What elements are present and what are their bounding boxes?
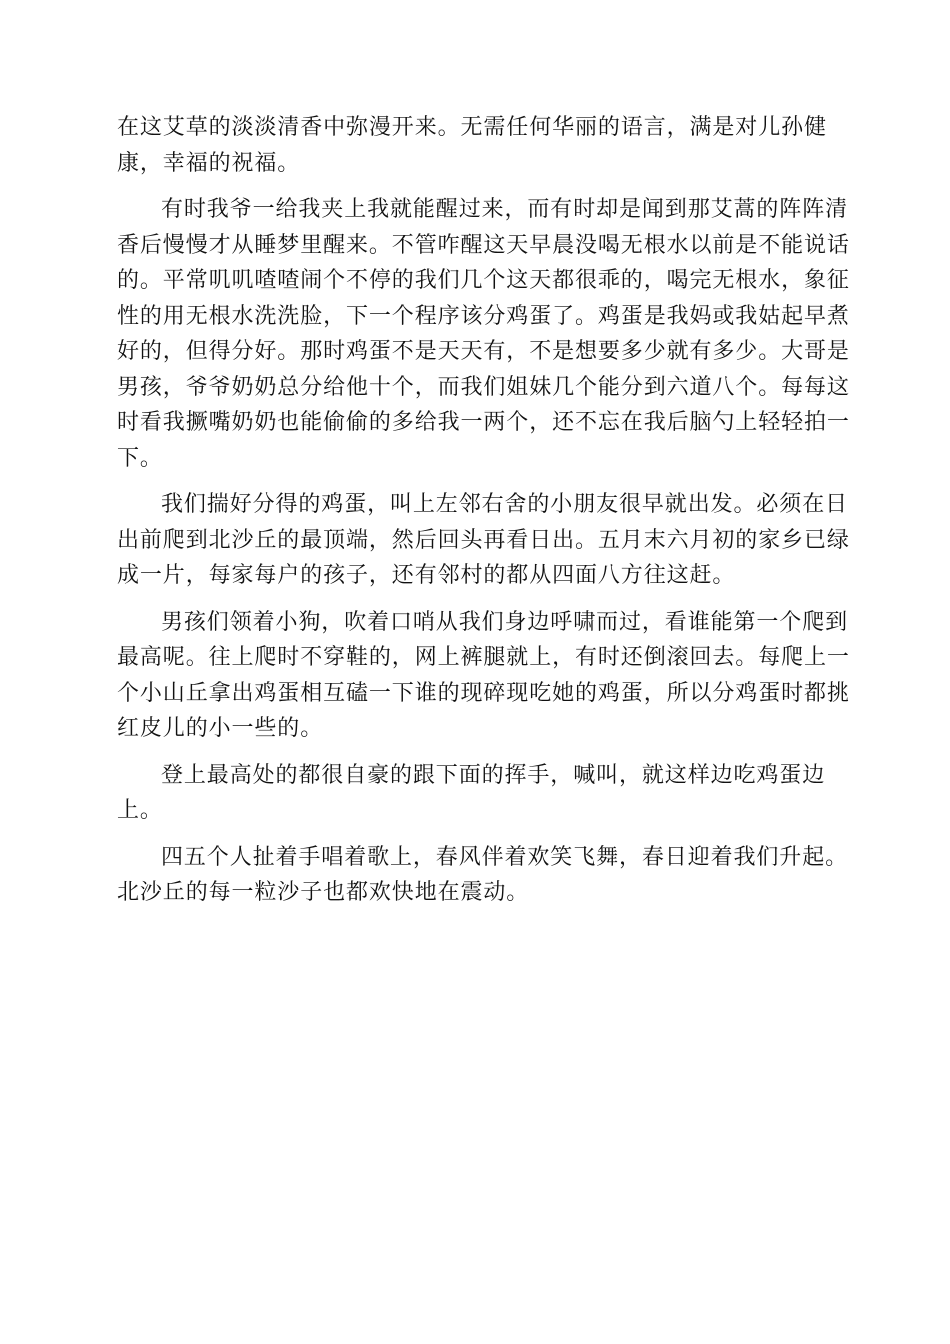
text-line: 红皮儿的小一些的。 xyxy=(117,716,324,741)
paragraph-3 xyxy=(117,487,850,594)
text-line: 时看我撅嘴奶奶也能偷偷的多给我一两个，还不忘在我后脑勺上轻轻拍一 xyxy=(117,410,850,435)
text-line: 成一片，每家每户的孩子，还有邻村的都从四面八方往这赶。 xyxy=(117,563,736,588)
text-line: 香后慢慢才从睡梦里醒来。不管咋醒这天早晨没喝无根水以前是不能说话 xyxy=(117,232,850,258)
text-line: 在这艾草的淡淡清香中弥漫开来。无需任何华丽的语言，满是对儿孙健 xyxy=(117,115,827,140)
text-line: 性的用无根水洗洗脸，下一个程序该分鸡蛋了。鸡蛋是我妈或我姑起早煮 xyxy=(117,303,850,329)
paragraph-6 xyxy=(117,840,849,911)
text-line: 男孩，爷爷奶奶总分给他十个，而我们姐妹几个能分到六道八个。每每这 xyxy=(117,374,850,400)
text-line: 我们揣好分得的鸡蛋，叫上左邻右舍的小朋友很早就出发。必须在日 xyxy=(161,492,849,517)
paragraph-4 xyxy=(117,605,850,747)
document-body xyxy=(117,110,850,922)
text-line: 四五个人扯着手唱着歌上，春风伴着欢笑飞舞，春日迎着我们升起。 xyxy=(161,844,849,870)
text-line: 北沙丘的每一粒沙子也都欢快地在震动。 xyxy=(117,880,530,905)
text-line: 上。 xyxy=(117,798,163,823)
text-line: 个小山丘拿出鸡蛋相互磕一下谁的现碎现吃她的鸡蛋，所以分鸡蛋时都挑 xyxy=(117,680,850,706)
text-line: 最高呢。往上爬时不穿鞋的，网上裤腿就上，有时还倒滚回去。每爬上一 xyxy=(117,645,850,670)
text-line: 男孩们领着小狗，吹着口哨从我们身边呼啸而过，看谁能第一个爬到 xyxy=(161,609,849,635)
paragraph-1 xyxy=(117,110,833,181)
text-line: 的。平常叽叽喳喳闹个不停的我们几个这天都很乖的，喝完无根水，象征 xyxy=(117,268,850,293)
text-line: 出前爬到北沙丘的最顶端，然后回头再看日出。五月末六月初的家乡已绿 xyxy=(117,527,850,553)
text-line: 好的，但得分好。那时鸡蛋不是天天有，不是想要多少就有多少。大哥是 xyxy=(117,339,850,364)
text-line: 有时我爷一给我夹上我就能醒过来，而有时却是闻到那艾蒿的阵阵清 xyxy=(161,197,849,222)
paragraph-5 xyxy=(117,758,833,829)
text-line: 康，幸福的祝福。 xyxy=(117,150,301,176)
paragraph-2 xyxy=(117,192,850,476)
text-line: 登上最高处的都很自豪的跟下面的挥手，喊叫，就这样边吃鸡蛋边 xyxy=(161,762,826,788)
text-line: 下。 xyxy=(117,445,163,471)
